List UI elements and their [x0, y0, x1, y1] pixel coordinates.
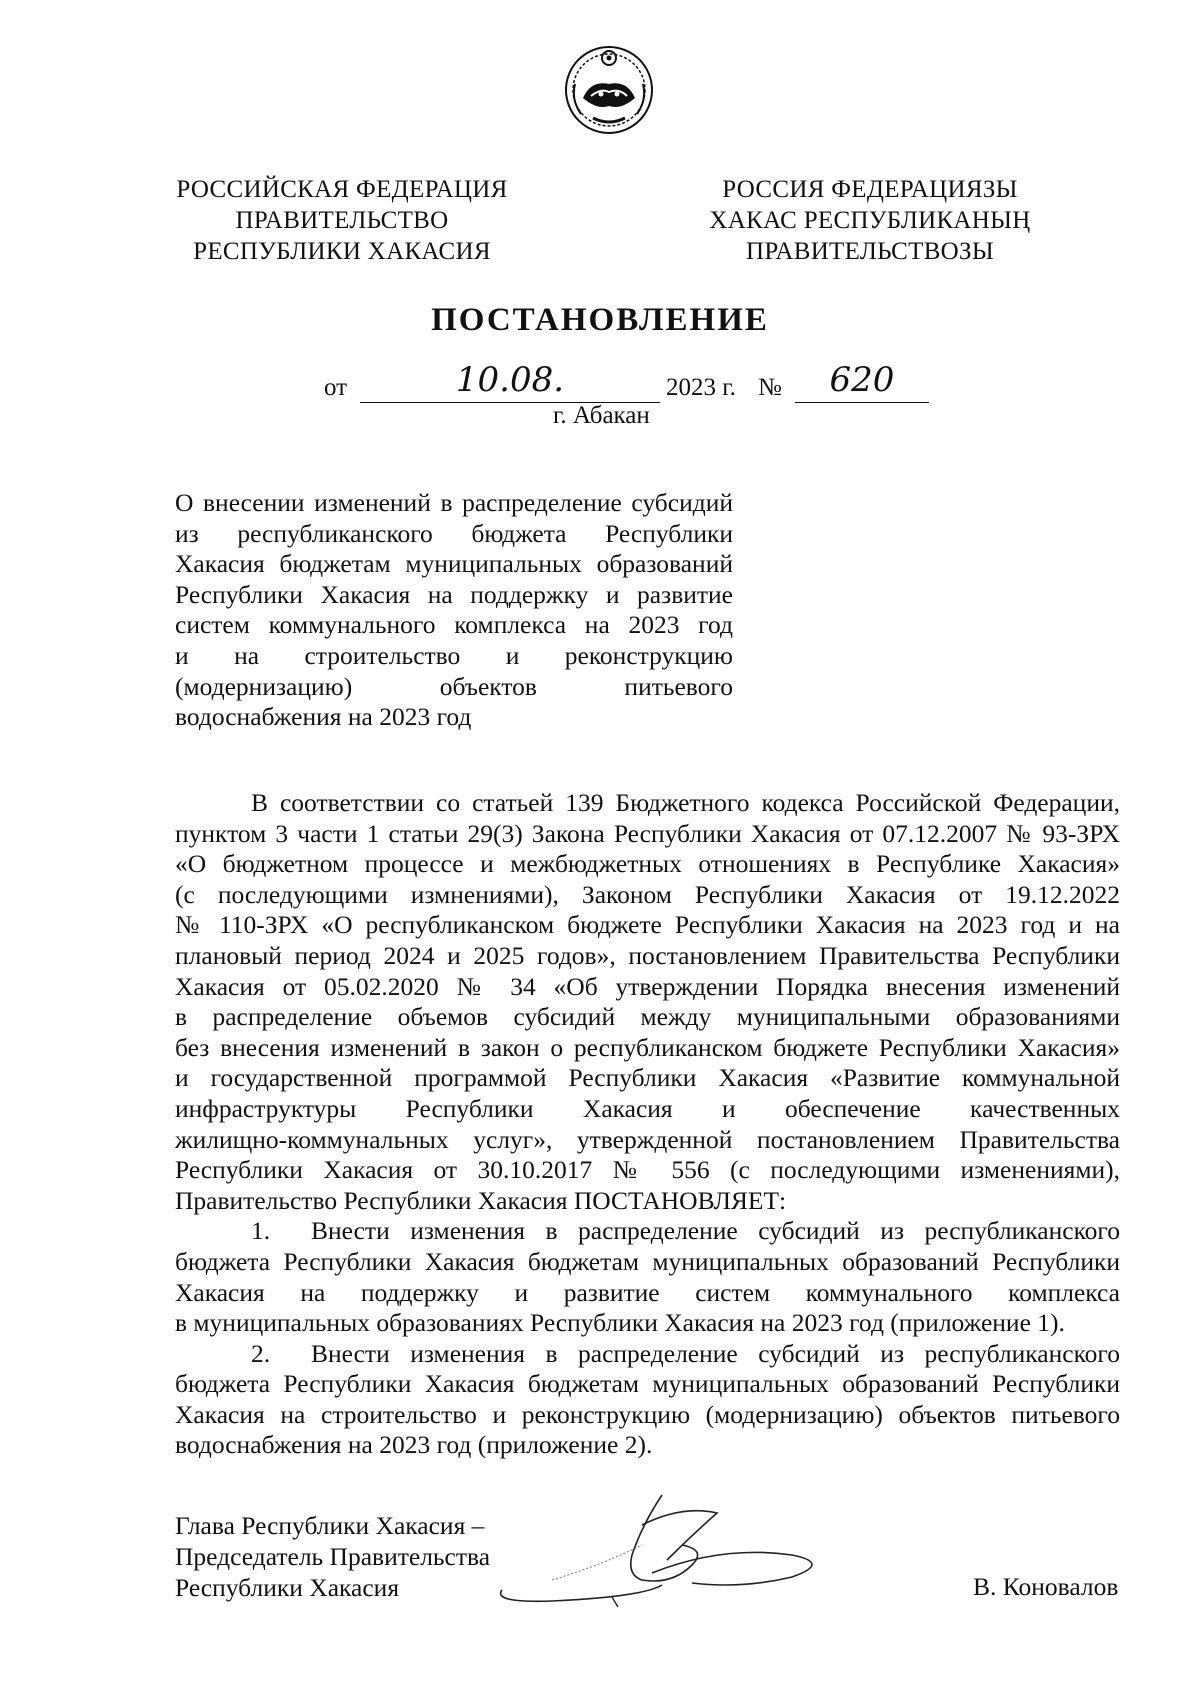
subject-block: [175, 488, 733, 733]
date-value: 10.08.: [455, 360, 565, 400]
item-line: бюджета Республики Хакасия бюджетам муниципальных образований Республики: [175, 1246, 1120, 1276]
date-underline: [360, 360, 660, 403]
preamble-line: Хакасия от 05.02.2020 № 34 «Об утверждении Порядка внесения изменений: [175, 971, 1120, 1001]
number-value: 620: [829, 360, 895, 400]
position-line: Республики Хакасия: [175, 1573, 400, 1602]
item-line: Внести изменения в распределение субсидий из республиканского: [311, 1338, 1120, 1368]
header-left-line: РОССИЙСКАЯ ФЕДЕРАЦИЯ: [176, 176, 508, 203]
item-line: водоснабжения на 2023 год (приложение 2).: [175, 1430, 653, 1460]
year-label: 2023 г.: [666, 374, 736, 401]
preamble-line: плановый период 2024 и 2025 годов», постановлением Правительства Республики: [175, 940, 1120, 970]
subject-line: из республиканского бюджета Республики: [175, 518, 733, 548]
item-line: в муниципальных образованиях Республики Хакасия на 2023 год (приложение 1).: [175, 1308, 1065, 1338]
header-right-line: ХАКАС РЕСПУБЛИКАНЫҢ: [709, 207, 1031, 234]
subject-line: (модернизацию) объектов питьевого: [175, 671, 733, 701]
preamble-line: № 110-ЗРХ «О республиканском бюджете Республики Хакасия на 2023 год и на: [175, 910, 1120, 940]
subject-line: Республики Хакасия на поддержку и развитие: [175, 579, 733, 609]
signatory-name: В. Коновалов: [973, 1572, 1119, 1601]
preamble-line: и государственной программой Республики Хакасия «Развитие коммунальной: [175, 1063, 1120, 1093]
header-right: [700, 174, 1040, 267]
subject-line: Хакасия бюджетам муниципальных образований: [175, 549, 733, 579]
preamble-line: инфраструктуры Республики Хакасия и обеспечение качественных: [175, 1093, 1120, 1123]
handwritten-signature-icon: [492, 1485, 882, 1615]
header-left: [160, 174, 524, 267]
preamble-line: (с последующими измнениями), Законом Республики Хакасия от 19.12.2022: [175, 879, 1120, 909]
subject-line: систем коммунального комплекса на 2023 год: [175, 610, 733, 640]
item-number: 1.: [251, 1216, 271, 1246]
item-1-first-line: [175, 1216, 1120, 1247]
header-right-line: РОССИЯ ФЕДЕРАЦИЯЗЫ: [722, 176, 1018, 203]
preamble-line: В соответствии со статьей 139 Бюджетного кодекса Российской Федерации,: [251, 788, 1120, 817]
from-label: от: [324, 374, 348, 401]
signatory-position: [175, 1510, 490, 1603]
preamble-line: в распределение объемов субсидий между муниципальными образованиями: [175, 1002, 1120, 1032]
coat-of-arms-icon: [561, 40, 657, 136]
subject-line: О внесении изменений в распределение субсидий: [175, 488, 733, 517]
document-title: ПОСТАНОВЛЕНИЕ: [431, 302, 769, 338]
item-2-first-line: [175, 1339, 1120, 1370]
preamble-line: пунктом 3 части 1 статьи 29(3) Закона Республики Хакасия от 07.12.2007 № 93-ЗРХ: [175, 818, 1120, 848]
subject-line: водоснабжения на 2023 год: [175, 702, 472, 732]
subject-line: и на строительство и реконструкцию: [175, 640, 733, 670]
item-number: 2.: [251, 1338, 271, 1368]
preamble-line: Правительство Республики Хакасия ПОСТАНОВЛЯЕТ:: [175, 1185, 787, 1215]
header-left-line: ПРАВИТЕЛЬСТВО: [235, 207, 449, 234]
header-left-line: РЕСПУБЛИКИ ХАКАСИЯ: [193, 238, 491, 265]
item-line: Хакасия на поддержку и развитие систем коммунального комплекса: [175, 1277, 1120, 1307]
item-line: бюджета Республики Хакасия бюджетам муниципальных образований Республики: [175, 1369, 1120, 1399]
position-line: Глава Республики Хакасия –: [175, 1511, 485, 1540]
header-right-line: ПРАВИТЕЛЬСТВОЗЫ: [746, 238, 994, 265]
number-underline: [795, 360, 929, 403]
preamble-line: Республики Хакасия от 30.10.2017 № 556 (с последующими изменениями),: [175, 1155, 1120, 1185]
body-text: [175, 788, 1120, 1461]
city: г. Абакан: [553, 402, 650, 429]
preamble-line: «О бюджетном процессе и межбюджетных отношениях в Республике Хакасия»: [175, 849, 1120, 879]
item-line: Внести изменения в распределение субсидий из республиканского: [311, 1216, 1120, 1246]
preamble-line: без внесения изменений в закон о республиканском бюджете Республики Хакасия»: [175, 1032, 1120, 1062]
number-label: №: [758, 374, 782, 401]
item-line: Хакасия на строительство и реконструкцию (модернизацию) объектов питьевого: [175, 1399, 1120, 1429]
position-line: Председатель Правительства: [175, 1542, 491, 1571]
preamble-line: жилищно-коммунальных услуг», утвержденной постановлением Правительства: [175, 1124, 1120, 1154]
